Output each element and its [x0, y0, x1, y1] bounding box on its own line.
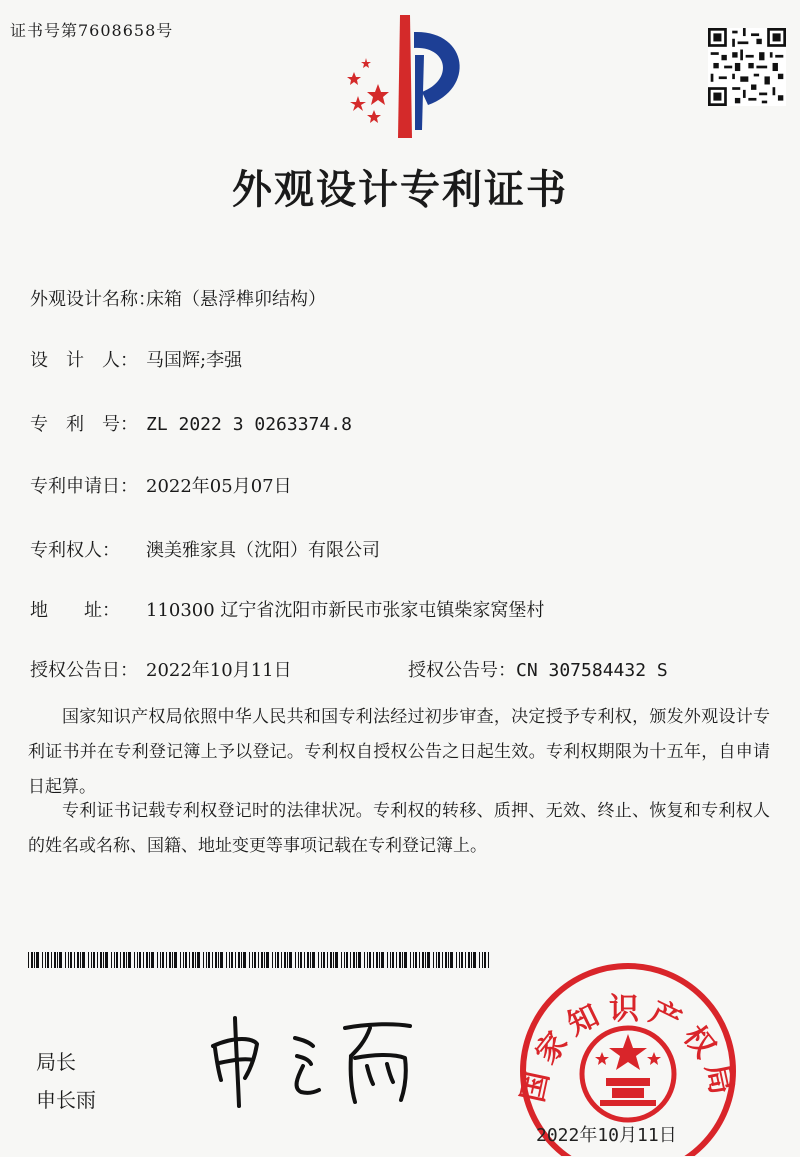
- barcode-bar: [448, 952, 449, 968]
- barcode-bar: [57, 952, 58, 968]
- barcode-bar: [295, 952, 296, 968]
- barcode-bar: [419, 952, 420, 968]
- barcode-bar: [116, 952, 118, 968]
- barcode-bar: [413, 952, 414, 968]
- barcode-bar: [93, 952, 95, 968]
- barcode-bar: [300, 952, 302, 968]
- barcode-bar: [356, 952, 357, 968]
- field-publication-number: [408, 656, 668, 682]
- barcode-bar: [189, 952, 190, 968]
- star-icon: [347, 72, 361, 85]
- field-filing-date: [30, 472, 292, 498]
- barcode-bar: [376, 952, 378, 968]
- barcode-bar: [183, 952, 184, 968]
- barcode-bar: [88, 952, 89, 968]
- barcode-bar: [195, 952, 196, 968]
- barcode-bar: [358, 952, 361, 968]
- barcode-bar: [312, 952, 315, 968]
- barcode-bar: [298, 952, 299, 968]
- barcode-bar: [321, 952, 322, 968]
- barcode-bar: [123, 952, 125, 968]
- statement-paragraph: 国家知识产权局依照中华人民共和国专利法经过初步审查，决定授予专利权，颁发外观设计专利证书并在专利登记簿上予以登记。专利权自授权公告之日起生效。专利权期限为十五年，自申请日起算。: [28, 707, 770, 797]
- field-patent-number: [30, 410, 352, 436]
- field-value: 马国辉;李强: [146, 350, 243, 371]
- barcode-bar: [425, 952, 426, 968]
- barcode-bar: [70, 952, 72, 968]
- barcode-bar: [415, 952, 417, 968]
- barcode-bar: [42, 952, 43, 968]
- certificate-number: 证书号第7608658号: [10, 21, 174, 40]
- barcode-bar: [243, 952, 246, 968]
- director-signature: [205, 1008, 420, 1108]
- barcode-bar: [97, 952, 98, 968]
- certificate-title: 外观设计专利证书: [232, 166, 568, 213]
- barcode-bar: [484, 952, 486, 968]
- barcode-bar: [111, 952, 112, 968]
- barcode-bar: [149, 952, 150, 968]
- barcode-bar: [68, 952, 69, 968]
- barcode-bar: [445, 952, 447, 968]
- barcode-bar: [379, 952, 380, 968]
- seal-date: 2022年10月11日: [536, 1125, 677, 1146]
- barcode-bar: [120, 952, 121, 968]
- director-title: 局长: [36, 1050, 76, 1074]
- barcode-bar: [220, 952, 223, 968]
- barcode-bar: [327, 952, 328, 968]
- field-value: 2022年10月11日: [146, 660, 292, 681]
- barcode-bar: [160, 952, 161, 968]
- barcode-bar: [261, 952, 263, 968]
- barcode-bar: [77, 952, 79, 968]
- barcode-bar: [287, 952, 288, 968]
- barcode-bar: [174, 952, 177, 968]
- field-value: 110300 辽宁省沈阳市新民市张家屯镇柴家窝堡村: [146, 600, 545, 621]
- field-value: 2022年05月07日: [146, 476, 292, 497]
- barcode-bar: [373, 952, 374, 968]
- barcode-bar: [438, 952, 440, 968]
- field-label: 专利申请日：: [30, 476, 138, 497]
- barcode-icon: [28, 952, 490, 968]
- director-name: 申长雨: [36, 1088, 96, 1112]
- barcode-bar: [254, 952, 256, 968]
- barcode-bar: [344, 952, 345, 968]
- barcode-bar: [157, 952, 158, 968]
- barcode-bar: [433, 952, 434, 968]
- barcode-bar: [226, 952, 227, 968]
- barcode-bar: [277, 952, 279, 968]
- barcode-bar: [410, 952, 411, 968]
- barcode-bar: [151, 952, 154, 968]
- barcode-bar: [341, 952, 342, 968]
- barcode-bar: [369, 952, 371, 968]
- barcode-bar: [381, 952, 384, 968]
- barcode-bar: [459, 952, 460, 968]
- star-icon: [367, 84, 389, 105]
- barcode-bar: [169, 952, 171, 968]
- barcode-bar: [91, 952, 92, 968]
- barcode-bar: [80, 952, 81, 968]
- barcode-bar: [346, 952, 348, 968]
- barcode-bar: [488, 952, 489, 968]
- barcode-bar: [304, 952, 305, 968]
- barcode-bar: [143, 952, 144, 968]
- barcode-bar: [396, 952, 397, 968]
- barcode-bar: [333, 952, 334, 968]
- barcode-bar: [114, 952, 115, 968]
- barcode-bar: [272, 952, 273, 968]
- barcode-bar: [162, 952, 164, 968]
- barcode-bar: [54, 952, 56, 968]
- barcode-bar: [59, 952, 62, 968]
- barcode-bar: [436, 952, 437, 968]
- barcode-bar: [185, 952, 187, 968]
- barcode-bar: [392, 952, 394, 968]
- barcode-bar: [134, 952, 135, 968]
- barcode-bar: [310, 952, 311, 968]
- barcode-bar: [284, 952, 286, 968]
- barcode-bar: [105, 952, 108, 968]
- barcode-bar: [65, 952, 66, 968]
- barcode-bar: [307, 952, 309, 968]
- barcode-bar: [364, 952, 365, 968]
- barcode-bar: [31, 952, 33, 968]
- barcode-bar: [266, 952, 269, 968]
- barcode-bar: [100, 952, 102, 968]
- field-label: 授权公告号：: [408, 660, 516, 681]
- barcode-bar: [238, 952, 240, 968]
- barcode-bar: [249, 952, 250, 968]
- qr-code-icon: [708, 28, 786, 106]
- barcode-bar: [465, 952, 466, 968]
- field-grant-date: [30, 656, 292, 682]
- field-label: 地 址：: [30, 600, 120, 621]
- barcode-bar: [231, 952, 233, 968]
- barcode-bar: [275, 952, 276, 968]
- barcode-bar: [51, 952, 52, 968]
- barcode-bar: [146, 952, 148, 968]
- barcode-bar: [103, 952, 104, 968]
- field-designers: [30, 346, 242, 372]
- barcode-bar: [166, 952, 167, 968]
- field-value: 床箱（悬浮榫卯结构）: [146, 289, 326, 310]
- field-label: 外观设计名称：: [30, 289, 156, 310]
- barcode-bar: [139, 952, 141, 968]
- barcode-bar: [456, 952, 457, 968]
- barcode-bar: [229, 952, 230, 968]
- barcode-bar: [318, 952, 319, 968]
- barcode-bar: [172, 952, 173, 968]
- barcode-bar: [281, 952, 282, 968]
- barcode-bar: [36, 952, 39, 968]
- field-value: CN 307584432 S: [516, 660, 668, 681]
- barcode-bar: [218, 952, 219, 968]
- barcode-bar: [137, 952, 138, 968]
- barcode-bar: [241, 952, 242, 968]
- star-icon: [367, 110, 381, 123]
- barcode-bar: [235, 952, 236, 968]
- cnipa-emblem-icon: [318, 10, 478, 145]
- field-value: 澳美雅家具（沈阳）有限公司: [146, 540, 380, 561]
- barcode-bar: [215, 952, 217, 968]
- barcode-bar: [34, 952, 35, 968]
- field-design-name: [30, 285, 326, 311]
- barcode-bar: [404, 952, 407, 968]
- field-label: 设 计 人：: [30, 350, 138, 371]
- barcode-bar: [323, 952, 325, 968]
- barcode-bar: [461, 952, 463, 968]
- barcode-bar: [197, 952, 200, 968]
- barcode-bar: [74, 952, 75, 968]
- barcode-bar: [335, 952, 338, 968]
- field-label: 专 利 号：: [30, 414, 138, 435]
- barcode-bar: [28, 952, 29, 968]
- barcode-bar: [468, 952, 470, 968]
- barcode-bar: [450, 952, 453, 968]
- barcode-bar: [212, 952, 213, 968]
- statement-paragraph: 专利证书记载专利权登记时的法律状况。专利权的转移、质押、无效、终止、恢复和专利权人的姓名或名称、国籍、地址变更等事项记载在专利登记簿上。: [28, 801, 770, 856]
- barcode-bar: [427, 952, 430, 968]
- field-label: 授权公告日：: [30, 660, 138, 681]
- barcode-bar: [367, 952, 368, 968]
- barcode-bar: [203, 952, 204, 968]
- barcode-bar: [473, 952, 476, 968]
- barcode-bar: [289, 952, 292, 968]
- barcode-bar: [402, 952, 403, 968]
- barcode-bar: [471, 952, 472, 968]
- star-icon: [350, 96, 366, 111]
- barcode-bar: [208, 952, 210, 968]
- barcode-bar: [258, 952, 259, 968]
- star-icon: [361, 58, 371, 68]
- barcode-bar: [206, 952, 207, 968]
- barcode-bar: [252, 952, 253, 968]
- barcode-bar: [264, 952, 265, 968]
- barcode-bar: [47, 952, 49, 968]
- barcode-bar: [126, 952, 127, 968]
- barcode-bar: [350, 952, 351, 968]
- barcode-bar: [45, 952, 46, 968]
- field-value: ZL 2022 3 0263374.8: [146, 414, 352, 435]
- barcode-bar: [353, 952, 355, 968]
- barcode-bar: [82, 952, 85, 968]
- seal-text: 国家知识产权局: [515, 991, 741, 1106]
- barcode-bar: [479, 952, 480, 968]
- field-label: 专利权人：: [30, 540, 120, 561]
- barcode-bar: [387, 952, 388, 968]
- barcode-bar: [128, 952, 131, 968]
- barcode-bar: [180, 952, 181, 968]
- barcode-bar: [422, 952, 424, 968]
- barcode-bar: [442, 952, 443, 968]
- barcode-bar: [482, 952, 483, 968]
- field-address: [30, 596, 544, 622]
- barcode-bar: [390, 952, 391, 968]
- national-emblem-icon: [582, 1028, 674, 1120]
- field-patentee: [30, 536, 380, 562]
- barcode-bar: [399, 952, 401, 968]
- barcode-bar: [192, 952, 194, 968]
- barcode-bar: [330, 952, 332, 968]
